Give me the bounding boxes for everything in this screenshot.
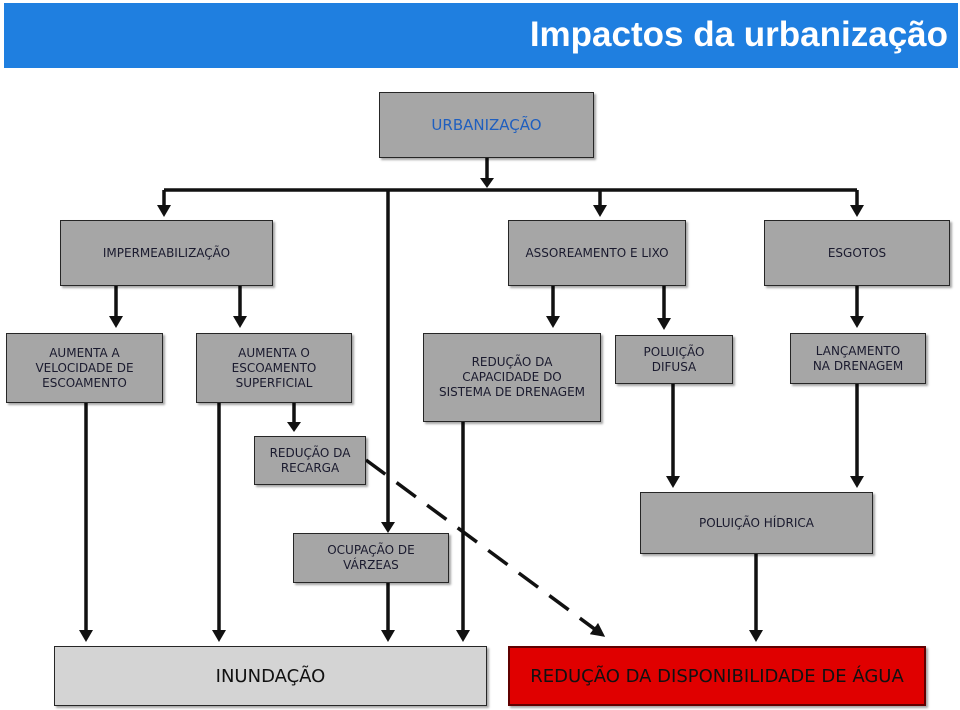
node-impermeabilizacao: IMPERMEABILIZAÇÃO	[60, 220, 273, 286]
node-esgotos: ESGOTOS	[764, 220, 950, 286]
node-urbanizacao: URBANIZAÇÃO	[379, 92, 594, 158]
node-ocupacao-varzeas: OCUPAÇÃO DE VÁRZEAS	[293, 533, 449, 583]
node-reducao-capacidade: REDUÇÃO DA CAPACIDADE DO SISTEMA DE DRENAGEM	[423, 333, 601, 422]
node-aumenta-velocidade: AUMENTA A VELOCIDADE DE ESCOAMENTO	[6, 333, 163, 403]
node-inundacao: INUNDAÇÃO	[54, 646, 487, 706]
node-assoreamento: ASSOREAMENTO E LIXO	[508, 220, 686, 286]
node-aumenta-escoamento: AUMENTA O ESCOAMENTO SUPERFICIAL	[196, 333, 352, 403]
node-reducao-agua: REDUÇÃO DA DISPONIBILIDADE DE ÁGUA	[508, 646, 926, 706]
node-poluicao-difusa: POLUIÇÃO DIFUSA	[615, 335, 733, 384]
page-title: Impactos da urbanização	[529, 15, 948, 54]
node-reducao-recarga: REDUÇÃO DA RECARGA	[254, 436, 366, 485]
node-lancamento: LANÇAMENTO NA DRENAGEM	[790, 333, 926, 384]
node-poluicao-hidrica: POLUIÇÃO HÍDRICA	[640, 492, 873, 554]
